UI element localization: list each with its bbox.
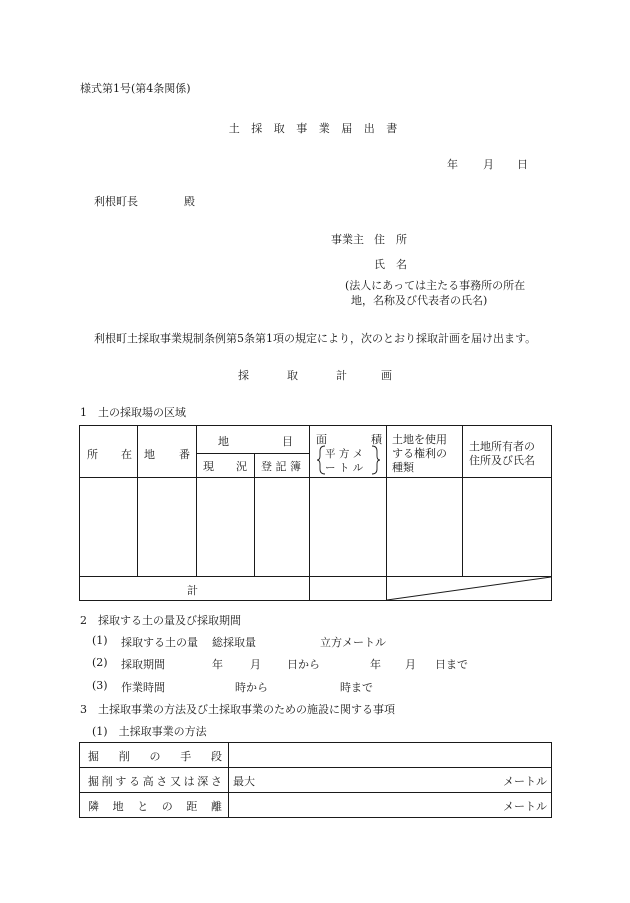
col-rights-line2: する権利の xyxy=(392,447,447,460)
period-end-year: 年 xyxy=(370,658,381,671)
item-number: (1) xyxy=(92,634,108,647)
period-end-day: 日まで xyxy=(435,658,468,671)
label-char: 高 xyxy=(142,775,154,788)
col-land-current-char: 現 xyxy=(203,460,214,473)
label-char: る xyxy=(128,775,140,788)
col-owner-line1: 土地所有者の xyxy=(469,440,535,453)
col-rights-line1: 土地を使用 xyxy=(392,433,447,446)
label-char: 掘 xyxy=(88,775,99,788)
plan-title-char: 取 xyxy=(287,369,298,382)
table-line xyxy=(309,426,310,600)
label-char: 削 xyxy=(101,775,113,788)
document-title: 土 採 取 事 業 届 出 書 xyxy=(228,122,402,135)
table-line xyxy=(462,426,463,576)
item-label: 採取する土の量 xyxy=(121,636,198,649)
hours-from: 時から xyxy=(235,681,268,694)
col-location-char: 在 xyxy=(121,448,132,461)
col-land-char: 目 xyxy=(282,435,293,448)
applicant-name-label: 氏 名 xyxy=(374,258,407,271)
distance-unit: メートル xyxy=(503,800,547,813)
applicant-note-line2: 地，名称及び代表者の氏名) xyxy=(351,294,488,307)
table-line xyxy=(80,767,551,768)
depth-prefix: 最大 xyxy=(233,775,255,788)
col-area-char: 積 xyxy=(371,433,382,446)
depth-unit: メートル xyxy=(503,775,547,788)
table-line xyxy=(80,792,551,793)
method-row-label xyxy=(88,748,222,764)
label-char: さ xyxy=(156,775,168,788)
col-lot-char: 地 xyxy=(144,448,155,461)
period-start-year: 年 xyxy=(212,658,223,671)
depth-row-label xyxy=(88,773,222,789)
table-line xyxy=(137,426,138,576)
section3-sub1: (1) 土採取事業の方法 xyxy=(92,725,207,738)
label-char: 又 xyxy=(169,775,181,788)
plan-title-char: 計 xyxy=(336,369,347,382)
table-line xyxy=(386,426,387,600)
form-id: 様式第1号(第4条関係) xyxy=(80,82,191,95)
table-diagonal xyxy=(387,577,551,600)
section3-heading: 3 土採取事業の方法及び土採取事業のための施設に関する事項 xyxy=(80,703,395,716)
col-land-registry: 登 記 簿 xyxy=(261,460,301,473)
table-line xyxy=(254,453,255,576)
col-lot-char: 番 xyxy=(179,448,190,461)
total-quantity-label: 総採取量 xyxy=(212,636,256,649)
distance-row-label xyxy=(88,798,222,814)
col-land-char: 地 xyxy=(218,435,229,448)
section2-heading: 2 採取する土の量及び採取期間 xyxy=(80,614,241,627)
col-owner-line2: 住所及び氏名 xyxy=(469,454,535,467)
applicant-address-label: 住 所 xyxy=(374,233,407,246)
col-area-char: 面 xyxy=(316,433,327,446)
quantity-unit: 立方メートル xyxy=(320,636,386,649)
plan-title-char: 採 xyxy=(238,369,249,382)
col-area-unit-line1: 平 方 メ xyxy=(325,448,364,460)
table-line xyxy=(80,477,551,478)
table-line xyxy=(196,453,309,454)
item-number: (3) xyxy=(92,679,108,692)
applicant-note-line1: (法人にあっては主たる事務所の所在 xyxy=(345,279,526,292)
label-char: と xyxy=(137,800,149,813)
period-start-day: 日から xyxy=(287,658,320,671)
label-char: 掘 xyxy=(88,750,99,763)
area-table xyxy=(79,425,552,601)
applicant-note xyxy=(345,278,525,308)
table-line xyxy=(228,743,229,817)
col-rights-line3: 種類 xyxy=(392,461,414,474)
total-label: 計 xyxy=(187,584,198,597)
item-label: 作業時間 xyxy=(121,681,165,694)
label-char: 離 xyxy=(210,800,222,813)
addressee-name: 利根町長 xyxy=(94,195,138,208)
label-char: す xyxy=(115,775,127,788)
period-start-month: 月 xyxy=(250,658,261,671)
col-land-current-char: 況 xyxy=(236,460,247,473)
plan-title-char: 画 xyxy=(381,369,392,382)
period-end-month: 月 xyxy=(405,658,416,671)
item-label: 採取期間 xyxy=(121,658,165,671)
col-area-unit-line2: ー ト ル xyxy=(325,462,364,474)
label-char: の xyxy=(161,800,173,813)
table-line xyxy=(196,426,197,576)
label-char: 段 xyxy=(211,750,222,763)
method-table xyxy=(79,742,552,818)
label-char: 削 xyxy=(118,750,130,763)
label-char: の xyxy=(149,750,161,763)
label-char: は xyxy=(183,775,195,788)
intro-text: 利根町土採取事業規制条例第5条第1項の規定により，次のとおり採取計画を届け出ます。 xyxy=(94,332,537,345)
label-char: 距 xyxy=(186,800,198,813)
label-char: 手 xyxy=(180,750,192,763)
hours-to: 時まで xyxy=(340,681,373,694)
label-char: 隣 xyxy=(88,800,99,813)
addressee-honorific: 殿 xyxy=(184,195,195,208)
date-month: 月 xyxy=(483,158,494,171)
item-number: (2) xyxy=(92,656,108,669)
label-char: 地 xyxy=(112,800,124,813)
section1-heading: 1 土の採取場の区域 xyxy=(80,406,186,419)
label-char: 深 xyxy=(197,775,209,788)
date-year: 年 xyxy=(447,158,458,171)
col-location-char: 所 xyxy=(87,448,98,461)
label-char: さ xyxy=(210,775,222,788)
applicant-label: 事業主 xyxy=(331,233,364,246)
date-day: 日 xyxy=(517,158,528,171)
